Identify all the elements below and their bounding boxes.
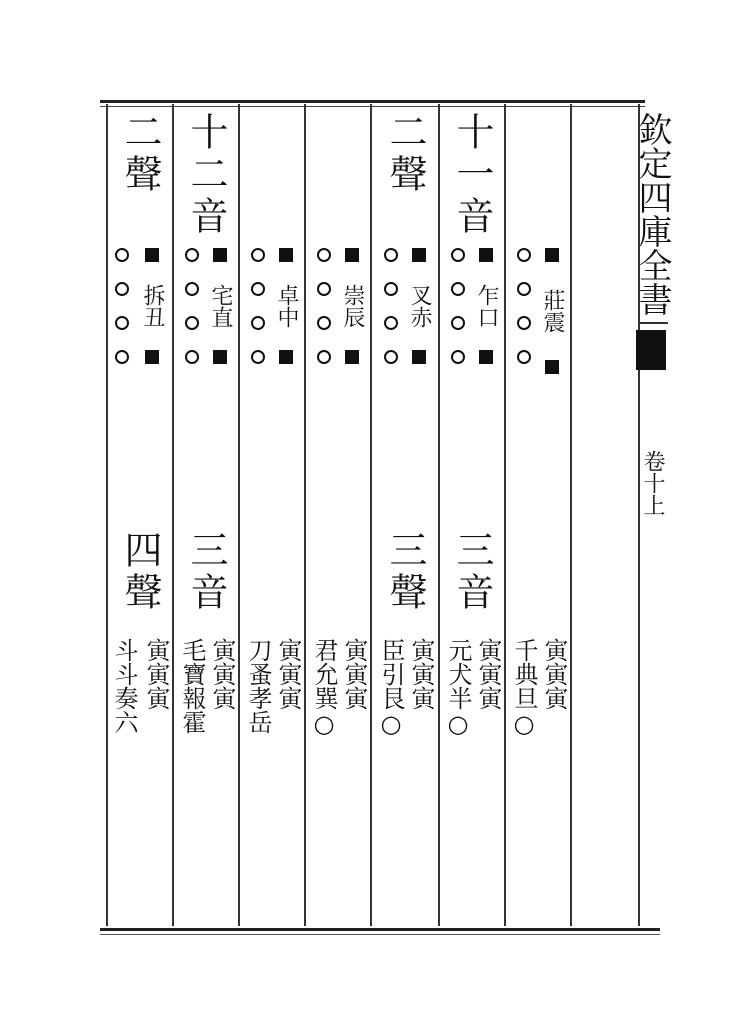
open-circle (251, 282, 265, 296)
mark-column (110, 238, 134, 374)
open-circle (384, 248, 398, 262)
filled-square (479, 248, 493, 262)
sub-heading: 三聲 (383, 530, 427, 614)
open-circle (115, 282, 129, 296)
rime-chars-lower: 君允巽○ (310, 638, 338, 738)
filled-square (279, 350, 293, 364)
rime-chars-lower: 刀蚤孝岳 (244, 638, 272, 734)
mark-column (312, 238, 336, 374)
open-circle (185, 350, 199, 364)
open-circle (317, 316, 331, 330)
text-column (174, 108, 238, 926)
column-heading: 十一音 (450, 112, 494, 238)
rime-chars-lower: 寅寅寅 (540, 638, 568, 710)
text-column (108, 108, 172, 926)
rime-chars-lower: 千典旦○ (510, 638, 538, 738)
rime-chars-lower: 寅寅寅 (340, 638, 368, 710)
rime-chars: 叉赤 (407, 284, 432, 328)
rime-chars: 宅直 (208, 284, 233, 328)
filled-square (213, 248, 227, 262)
mark-column (274, 238, 298, 374)
mark-column (340, 238, 364, 374)
open-circle (384, 282, 398, 296)
column-rule (570, 104, 572, 926)
open-circle (185, 282, 199, 296)
open-circle (384, 350, 398, 364)
column-heading: 十二音 (184, 112, 228, 238)
rime-chars-lower: 寅寅寅 (142, 638, 170, 710)
rime-chars-lower: 寅寅寅 (474, 638, 502, 710)
column-heading: 二聲 (383, 112, 427, 196)
frame-top-rule (100, 100, 645, 103)
rime-chars-lower: 臣引艮○ (377, 638, 405, 738)
filled-square (145, 350, 159, 364)
mark-column (208, 238, 232, 374)
text-column (306, 108, 370, 926)
filled-square (412, 248, 426, 262)
open-circle (115, 350, 129, 364)
open-circle (317, 350, 331, 364)
column-heading: 二聲 (118, 112, 162, 196)
frame-top-rule-inner (100, 106, 645, 107)
rime-chars: 乍口 (474, 284, 499, 328)
filled-square (545, 360, 559, 374)
text-column (373, 108, 437, 926)
text-column (506, 108, 570, 926)
open-circle (517, 282, 531, 296)
margin-divider (638, 322, 668, 324)
filled-square (479, 350, 493, 364)
open-circle (251, 316, 265, 330)
frame-bottom-rule-inner (100, 934, 660, 935)
open-circle (185, 248, 199, 262)
mark-column (474, 238, 498, 374)
filled-square (145, 248, 159, 262)
volume-label: 卷十上 (640, 450, 665, 516)
frame-bottom-rule (100, 928, 660, 931)
rime-chars: 卓中 (274, 284, 299, 328)
filled-square (545, 248, 559, 262)
rime-chars: 拆丑 (140, 284, 165, 328)
open-circle (451, 248, 465, 262)
rime-chars-lower: 寅寅寅 (407, 638, 435, 710)
open-circle (451, 350, 465, 364)
open-circle (517, 316, 531, 330)
mark-column (246, 238, 270, 374)
fishtail-mark (636, 330, 666, 370)
mark-column (512, 238, 536, 374)
open-circle (517, 350, 531, 364)
open-circle (251, 350, 265, 364)
rime-chars-lower: 毛寶報霍 (178, 638, 206, 734)
open-circle (251, 248, 265, 262)
open-circle (185, 316, 199, 330)
column-rule (370, 104, 372, 926)
mark-column (140, 238, 164, 374)
text-column (240, 108, 304, 926)
rime-chars: 崇辰 (340, 284, 365, 328)
open-circle (451, 282, 465, 296)
open-circle (451, 316, 465, 330)
mark-column (540, 238, 564, 384)
rime-chars-lower: 元犬半○ (444, 638, 472, 738)
filled-square (345, 248, 359, 262)
open-circle (115, 316, 129, 330)
book-title: 欽定四庫全書 (632, 112, 672, 316)
mark-column (180, 238, 204, 374)
mark-column (379, 238, 403, 374)
filled-square (345, 350, 359, 364)
filled-square (412, 350, 426, 364)
open-circle (115, 248, 129, 262)
mark-column (407, 238, 431, 374)
rime-chars-lower: 斗斗奏六 (110, 638, 138, 734)
mark-column (446, 238, 470, 374)
sub-heading: 四聲 (118, 530, 162, 614)
open-circle (317, 248, 331, 262)
text-column (440, 108, 504, 926)
filled-square (279, 248, 293, 262)
open-circle (517, 248, 531, 262)
open-circle (384, 316, 398, 330)
filled-square (213, 350, 227, 364)
sub-heading: 三音 (184, 530, 228, 614)
sub-heading: 三音 (450, 530, 494, 614)
rime-chars-lower: 寅寅寅 (208, 638, 236, 710)
rime-chars: 莊震 (540, 289, 565, 333)
open-circle (317, 282, 331, 296)
rime-chars-lower: 寅寅寅 (274, 638, 302, 710)
